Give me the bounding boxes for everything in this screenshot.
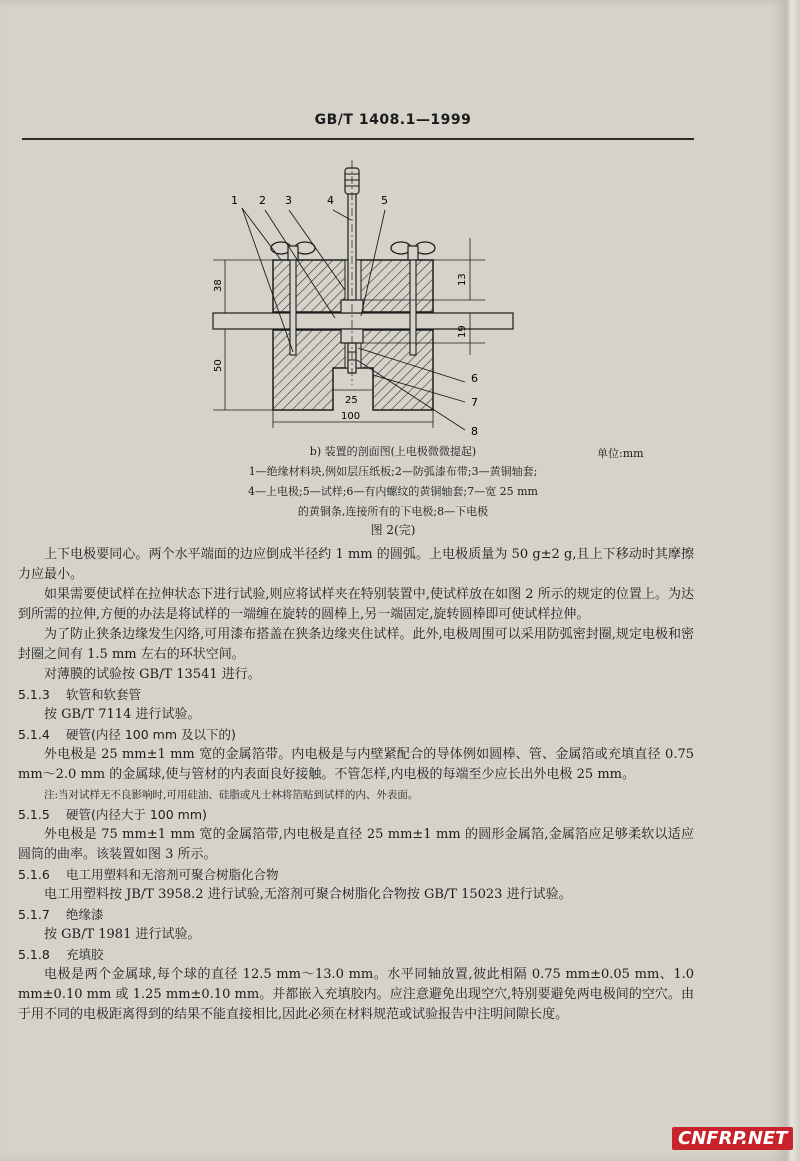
callout-5: 5 [381, 194, 388, 207]
section-5-1-5-heading: 5.1.5 硬管(内径大于 100 mm) [18, 807, 207, 822]
section-5-1-8-text: 电极是两个金属球,每个球的直径 12.5 mm～13.0 mm。水平同轴放置,彼此相隔 0.75 mm±0.05 mm、1.0 mm±0.10 mm 或 1.25 mm±0.10 mm。并都嵌入充填胶内。应注意避免出现空穴,特别要避免两电极间的空穴。由于用不同的电极距离得到的结果不能直接相比,因此必须在材料规范或试验报告中注明间隙长度。 [18, 967, 694, 1022]
section-5-1-5-text: 外电极是 75 mm±1 mm 宽的金属箔带,内电极是直径 25 mm±1 mm 的圆形金属箔,金属箔应足够柔软以适应圆筒的曲率。该装置如图 3 所示。 [18, 827, 694, 862]
section-5-1-7-text: 按 GB/T 1981 进行试验。 [44, 927, 201, 942]
standard-header: GB/T 1408.1—1999 [314, 112, 472, 128]
section-5-1-6-text: 电工用塑料按 JB/T 3958.2 进行试验,无溶剂可聚合树脂化合物按 GB/T 15023 进行试验。 [44, 887, 572, 902]
dim-50: 50 [213, 359, 224, 372]
figure-2-cross-section [195, 160, 535, 450]
callout-2: 2 [259, 194, 266, 207]
dim-25: 25 [345, 395, 358, 406]
figure-legend-line-2: 4—上电极;5—试样;6—有内螺纹的黄铜轴套;7—宽 25 mm [248, 485, 538, 498]
figure-legend-line-3: 的黄铜条,连接所有的下电极;8—下电极 [297, 505, 489, 518]
watermark-logo: CNFRP.NET [672, 1127, 793, 1150]
dim-38: 38 [213, 279, 224, 292]
paragraph-tension-test: 如果需要使试样在拉伸状态下进行试验,则应将试样夹在特别装置中,使试样放在如图 2 所示的规定的位置上。为达到所需的拉伸,方便的办法是将试样的一端缠在旋转的圆棒上,另一端固定,旋转圆棒即可使试样拉伸。 [18, 587, 694, 622]
section-5-1-4-heading: 5.1.4 硬管(内径 100 mm 及以下的) [18, 727, 236, 742]
figure-title: 图 2(完) [370, 523, 416, 537]
callout-7: 7 [471, 396, 478, 409]
body-text [18, 545, 694, 1025]
section-5-1-3-text: 按 GB/T 7114 进行试验。 [44, 707, 201, 722]
dim-100: 100 [341, 411, 361, 422]
paragraph-film-test: 对薄膜的试验按 GB/T 13541 进行。 [44, 667, 261, 682]
callout-8: 8 [471, 425, 478, 438]
right-bolt [410, 260, 416, 355]
figure-legend-line-1: 1—绝缘材料块,例如层压纸板;2—防弧漆布带;3—黄铜轴套; [248, 465, 538, 478]
section-5-1-4-text: 外电极是 25 mm±1 mm 宽的金属箔带。内电极是与内壁紧配合的导体例如圆棒、管、金属箔或充填直径 0.75 mm～2.0 mm 的金属球,使与管材的内表面良好接触。不管怎样,内电极的每端至少应长出外电极 25 mm。 [18, 747, 694, 782]
callout-6: 6 [471, 372, 478, 385]
callout-3: 3 [285, 194, 292, 207]
callout-4: 4 [327, 194, 334, 207]
paragraph-electrode-concentric: 上下电极要同心。两个水平端面的边应倒成半径约 1 mm 的圆弧。上电极质量为 50 g±2 g,且上下移动时其摩擦力应最小。 [18, 547, 694, 582]
section-5-1-6-heading: 5.1.6 电工用塑料和无溶剂可聚合树脂化合物 [18, 867, 279, 882]
section-5-1-3-heading: 5.1.3 软管和软套管 [18, 687, 142, 702]
paragraph-flashover: 为了防止狭条边缘发生闪络,可用漆布搭盖在狭条边缘夹住试样。此外,电极周围可以采用防弧密封圈,规定电极和密封圈之间有 1.5 mm 左右的环状空间。 [18, 627, 694, 662]
page-edge [786, 0, 800, 1161]
dim-19: 19 [457, 325, 468, 338]
unit-label: 单位:mm [597, 447, 644, 460]
section-5-1-4-note: 注:当对试样无不良影响时,可用硅油、硅脂或凡士林将箔贴到试样的内、外表面。 [44, 789, 419, 801]
left-bolt [290, 260, 296, 355]
section-5-1-8-heading: 5.1.8 充填胶 [18, 947, 104, 962]
test-sample [213, 313, 513, 329]
dim-13: 13 [457, 273, 468, 286]
figure-subcaption: b) 装置的剖面图(上电极微微提起) [309, 445, 477, 458]
section-5-1-7-heading: 5.1.7 绝缘漆 [18, 907, 104, 922]
callout-1: 1 [231, 194, 238, 207]
header-rule [22, 138, 694, 140]
